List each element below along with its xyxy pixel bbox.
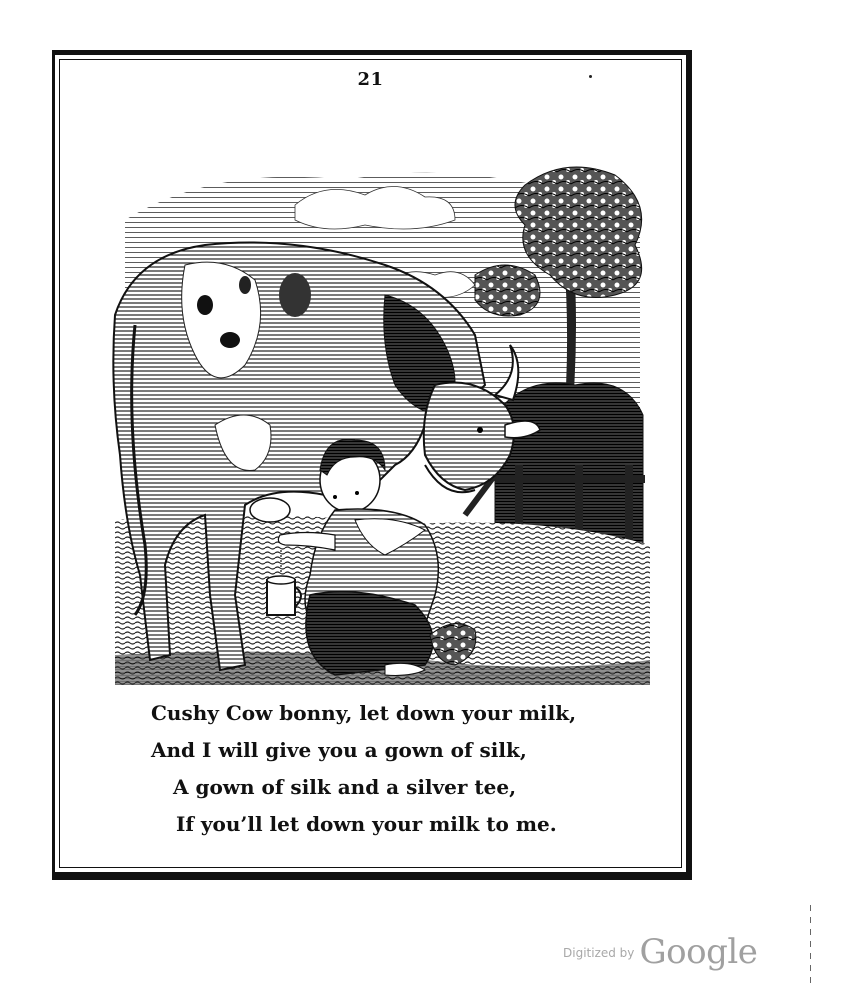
watermark-prefix: Digitized by xyxy=(563,946,635,960)
page-frame xyxy=(52,50,692,880)
watermark-logo: Google xyxy=(639,932,758,972)
verse-line: If you’ll let down your milk to me. xyxy=(176,812,557,836)
page-number: 21 xyxy=(357,69,384,90)
digitization-watermark xyxy=(563,932,757,972)
verse xyxy=(151,695,576,843)
scan-edge-mark xyxy=(810,905,811,985)
woodcut-illustration xyxy=(95,125,655,685)
verse-line: A gown of silk and a silver tee, xyxy=(173,775,517,799)
ink-speck xyxy=(589,75,592,78)
verse-line: Cushy Cow bonny, let down your milk, xyxy=(151,701,577,725)
verse-line: And I will give you a gown of silk, xyxy=(151,738,527,762)
